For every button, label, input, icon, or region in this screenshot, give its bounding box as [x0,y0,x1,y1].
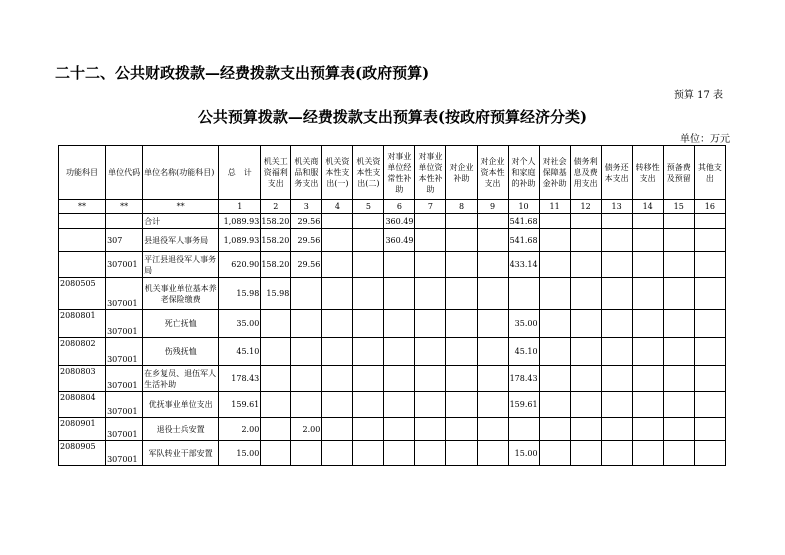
table-row [59,441,726,466]
total-cell: 1,089.93 [219,214,261,229]
unit-code-cell: 307001 [106,441,143,466]
func-code-cell: 2080901 [59,418,106,441]
total-cell: 45.10 [219,338,261,366]
unit-code-cell [106,214,143,229]
empty-cell [539,418,570,441]
empty-cell [415,278,446,310]
empty-cell [477,418,508,441]
amount-cell: 360.49 [384,214,415,229]
column-header: 对企业资本性支出 [477,146,508,200]
index-cell: ** [59,200,106,214]
table-row [59,366,726,392]
empty-cell [632,252,663,278]
empty-cell [694,441,725,466]
empty-cell [353,214,384,229]
total-cell: 1,089.93 [219,229,261,252]
empty-cell [570,252,601,278]
empty-cell [663,338,694,366]
empty-cell [322,441,353,466]
total-cell: 159.61 [219,392,261,418]
amount-cell [261,366,291,392]
unit-name-cell: 军队转业干部安置 [143,441,219,466]
amount-cell [261,338,291,366]
amount-cell: 541.68 [508,229,539,252]
unit-code-cell: 307001 [106,392,143,418]
empty-cell [570,229,601,252]
index-cell: 14 [632,200,663,214]
empty-cell [570,366,601,392]
amount-cell: 541.68 [508,214,539,229]
column-header: 转移性支出 [632,146,663,200]
index-cell: 1 [219,200,261,214]
empty-cell [663,278,694,310]
column-header: 总 计 [219,146,261,200]
empty-cell [415,252,446,278]
empty-cell [322,214,353,229]
empty-cell [539,338,570,366]
empty-cell [322,278,353,310]
amount-cell [261,392,291,418]
empty-cell [570,310,601,338]
empty-cell [539,252,570,278]
column-header: 对事业单位经常性补助 [384,146,415,200]
empty-cell [353,338,384,366]
total-cell: 15.00 [219,441,261,466]
empty-cell [539,214,570,229]
index-cell: 13 [601,200,632,214]
empty-cell [446,441,477,466]
empty-cell [477,310,508,338]
amount-cell [384,366,415,392]
unit-name-cell: 机关事业单位基本养老保险缴费 [143,278,219,310]
empty-cell [446,278,477,310]
empty-cell [446,310,477,338]
index-cell: 6 [384,200,415,214]
empty-cell [322,338,353,366]
unit-name-cell: 平江县退役军人事务局 [143,252,219,278]
amount-cell [384,278,415,310]
unit-name-cell: 在乡复员、退伍军人生活补助 [143,366,219,392]
main-title: 公共预算拨款—经费拨款支出预算表(按政府预算经济分类) [197,108,588,126]
empty-cell [632,366,663,392]
empty-cell [663,418,694,441]
empty-cell [632,229,663,252]
empty-cell [601,418,632,441]
empty-cell [632,310,663,338]
amount-cell [384,252,415,278]
amount-cell: 159.61 [508,392,539,418]
empty-cell [570,418,601,441]
column-header: 对社会保障基金补助 [539,146,570,200]
empty-cell [446,229,477,252]
unit-code-cell: 307001 [106,366,143,392]
amount-cell: 29.56 [291,229,322,252]
empty-cell [539,441,570,466]
total-cell: 15.98 [219,278,261,310]
empty-cell [415,392,446,418]
amount-cell: 2.00 [291,418,322,441]
empty-cell [663,252,694,278]
index-cell: 8 [446,200,477,214]
amount-cell: 15.98 [261,278,291,310]
func-code-cell: 2080801 [59,310,106,338]
empty-cell [570,214,601,229]
column-header: 单位代码 [106,146,143,200]
index-cell: ** [106,200,143,214]
unit-code-cell: 307 [106,229,143,252]
empty-cell [446,252,477,278]
empty-cell [601,310,632,338]
empty-cell [570,392,601,418]
amount-cell: 29.56 [291,252,322,278]
empty-cell [632,338,663,366]
column-header: 债务还本支出 [601,146,632,200]
empty-cell [322,418,353,441]
index-cell: 10 [508,200,539,214]
func-code-cell: 2080802 [59,338,106,366]
empty-cell [632,392,663,418]
amount-cell [291,338,322,366]
amount-cell: 15.00 [508,441,539,466]
unit-name-cell: 死亡抚恤 [143,310,219,338]
amount-cell [384,418,415,441]
empty-cell [322,392,353,418]
amount-cell [261,441,291,466]
empty-cell [477,441,508,466]
empty-cell [601,214,632,229]
table-row [59,214,726,229]
amount-cell: 29.56 [291,214,322,229]
empty-cell [477,229,508,252]
index-cell: 16 [694,200,725,214]
column-header: 其他支出 [694,146,725,200]
column-header: 功能科目 [59,146,106,200]
index-cell: 3 [291,200,322,214]
empty-cell [694,338,725,366]
empty-cell [694,214,725,229]
unit-name-cell: 伤残抚恤 [143,338,219,366]
total-cell: 620.90 [219,252,261,278]
table-row [59,278,726,310]
unit-code-cell: 307001 [106,310,143,338]
unit-code-cell: 307001 [106,418,143,441]
unit-code-cell: 307001 [106,338,143,366]
index-cell: 7 [415,200,446,214]
empty-cell [601,441,632,466]
index-cell: 12 [570,200,601,214]
column-header: 机关资本性支出(二) [353,146,384,200]
empty-cell [353,366,384,392]
empty-cell [353,229,384,252]
amount-cell [384,338,415,366]
amount-cell [291,441,322,466]
unit-code-cell: 307001 [106,252,143,278]
empty-cell [694,418,725,441]
total-cell: 2.00 [219,418,261,441]
func-code-cell: 2080804 [59,392,106,418]
empty-cell [353,441,384,466]
index-cell: 5 [353,200,384,214]
empty-cell [477,252,508,278]
empty-cell [601,338,632,366]
unit-code-cell: 307001 [106,278,143,310]
empty-cell [539,310,570,338]
index-cell: 2 [261,200,291,214]
empty-cell [322,366,353,392]
empty-cell [353,252,384,278]
amount-cell [291,366,322,392]
column-header: 机关工资福利支出 [261,146,291,200]
table-row [59,418,726,441]
empty-cell [477,338,508,366]
empty-cell [601,366,632,392]
empty-cell [663,366,694,392]
column-header: 债务利息及费用支出 [570,146,601,200]
total-cell: 35.00 [219,310,261,338]
header-row [59,146,726,200]
table-row [59,229,726,252]
amount-cell: 178.43 [508,366,539,392]
column-header: 预备费及预留 [663,146,694,200]
empty-cell [694,392,725,418]
empty-cell [446,392,477,418]
column-header: 对个人和家庭的补助 [508,146,539,200]
empty-cell [663,229,694,252]
table-row [59,338,726,366]
func-code-cell [59,214,106,229]
amount-cell: 158.20 [261,214,291,229]
empty-cell [601,229,632,252]
empty-cell [415,310,446,338]
empty-cell [539,229,570,252]
column-header: 机关商品和服务支出 [291,146,322,200]
func-code-cell: 2080905 [59,441,106,466]
empty-cell [694,252,725,278]
empty-cell [632,441,663,466]
empty-cell [663,214,694,229]
empty-cell [446,214,477,229]
empty-cell [663,392,694,418]
empty-cell [601,252,632,278]
empty-cell [415,441,446,466]
empty-cell [632,214,663,229]
amount-cell [384,310,415,338]
section-title: 二十二、公共财政拨款—经费拨款支出预算表(政府预算) [55,64,430,82]
index-cell: 15 [663,200,694,214]
empty-cell [694,229,725,252]
amount-cell: 158.20 [261,252,291,278]
empty-cell [663,441,694,466]
column-header: 机关资本性支出(一) [322,146,353,200]
unit-name-cell: 优抚事业单位支出 [143,392,219,418]
empty-cell [477,278,508,310]
empty-cell [322,310,353,338]
column-header: 对企业补助 [446,146,477,200]
amount-cell [508,418,539,441]
table-row [59,310,726,338]
total-cell: 178.43 [219,366,261,392]
func-code-cell: 2080803 [59,366,106,392]
index-row [59,200,726,214]
empty-cell [601,392,632,418]
unit-name-cell: 县退役军人事务局 [143,229,219,252]
empty-cell [663,310,694,338]
empty-cell [539,366,570,392]
empty-cell [601,278,632,310]
empty-cell [415,418,446,441]
empty-cell [632,278,663,310]
empty-cell [322,229,353,252]
amount-cell [508,278,539,310]
empty-cell [353,310,384,338]
empty-cell [694,366,725,392]
empty-cell [477,214,508,229]
empty-cell [322,252,353,278]
func-code-cell [59,229,106,252]
empty-cell [353,418,384,441]
table-number: 预算 17 表 [673,90,723,101]
empty-cell [694,310,725,338]
empty-cell [539,392,570,418]
empty-cell [539,278,570,310]
empty-cell [415,338,446,366]
empty-cell [477,366,508,392]
empty-cell [570,338,601,366]
empty-cell [415,229,446,252]
budget-table [58,145,726,466]
amount-cell [384,392,415,418]
amount-cell [384,441,415,466]
empty-cell [632,418,663,441]
empty-cell [446,338,477,366]
empty-cell [570,278,601,310]
amount-cell [261,418,291,441]
empty-cell [415,214,446,229]
amount-cell [291,278,322,310]
empty-cell [353,278,384,310]
amount-cell [261,310,291,338]
index-cell: 11 [539,200,570,214]
table-row [59,392,726,418]
amount-cell: 360.49 [384,229,415,252]
empty-cell [446,418,477,441]
amount-cell [291,310,322,338]
empty-cell [570,441,601,466]
empty-cell [694,278,725,310]
unit-name-cell: 合计 [143,214,219,229]
amount-cell: 433.14 [508,252,539,278]
column-header: 单位名称(功能科目) [143,146,219,200]
column-header: 对事业单位资本性补助 [415,146,446,200]
unit-label: 单位：万元 [680,134,730,145]
func-code-cell: 2080505 [59,278,106,310]
amount-cell: 158.20 [261,229,291,252]
empty-cell [477,392,508,418]
func-code-cell [59,252,106,278]
amount-cell [291,392,322,418]
empty-cell [446,366,477,392]
amount-cell: 35.00 [508,310,539,338]
empty-cell [353,392,384,418]
amount-cell: 45.10 [508,338,539,366]
index-cell: 4 [322,200,353,214]
unit-name-cell: 退役士兵安置 [143,418,219,441]
index-cell: ** [143,200,219,214]
empty-cell [415,366,446,392]
table-row [59,252,726,278]
index-cell: 9 [477,200,508,214]
